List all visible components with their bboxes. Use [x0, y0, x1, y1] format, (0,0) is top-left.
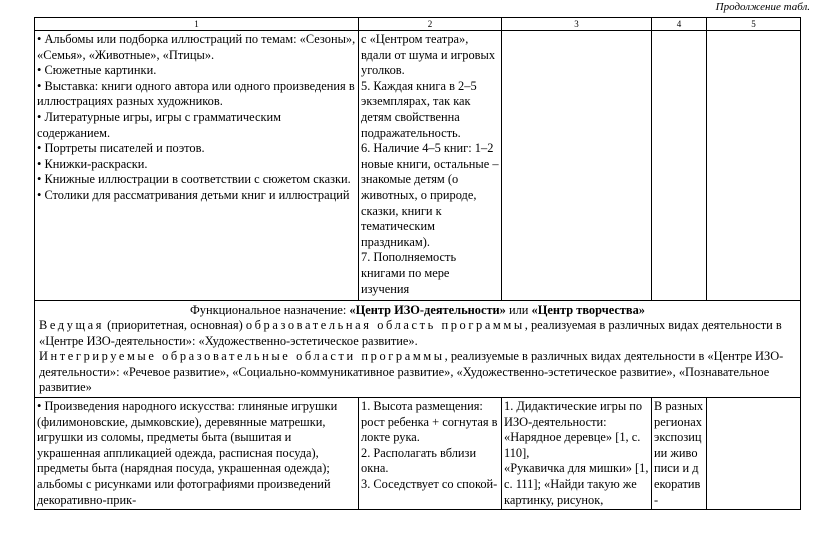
banner-or: или: [505, 303, 532, 317]
header-cell-3: 3: [502, 18, 652, 31]
header-cell-4: 4: [652, 18, 707, 31]
row1-col3-cell: [502, 31, 652, 301]
leading-rest: , реализуемая в различных видах деятельности в «Центре ИЗО-деятельности»: «Художественно-эстетическое развитие».: [39, 318, 782, 348]
functional-purpose-line: [39, 302, 796, 318]
list-item: • Литературные игры, игры с грамматическим содержанием.: [37, 110, 356, 141]
row3-col1-cell: [35, 397, 359, 509]
table-row: [35, 31, 801, 301]
row1-col2-cell: [359, 31, 502, 301]
leading-label-2: образовательная область программы: [245, 318, 525, 332]
content-table: [34, 17, 801, 510]
list-item: • Сюжетные картинки.: [37, 63, 356, 79]
integrated-label: Интегрируемые образовательные области программы: [39, 349, 445, 364]
row3-col2-cell: [359, 397, 502, 509]
list-item: • Альбомы или подборка иллюстраций по темам: «Сезоны», «Семья», «Животные», «Птицы».: [37, 32, 356, 63]
header-cell-1: 1: [35, 18, 359, 31]
leading-mid: (приоритетная, основная): [104, 318, 246, 332]
row3-col3-cell: [502, 397, 652, 509]
row3-col3-text: 1. Дидактические игры по ИЗО-деятельности: «Нарядное деревце» [1, с. 110], «Рукавичка для мишки» [1, с. 111]; «Найди такую же картинку, рисунок,: [504, 398, 649, 507]
row3-col4-cell: [652, 397, 707, 509]
list-item: • Книжные иллюстрации в соответствии с сюжетом сказки.: [37, 172, 356, 188]
row3-col5-cell: [707, 397, 801, 509]
row1-col2-text: с «Центром театра», вдали от шума и игровых уголков. 5. Каждая книга в 2–5 экземплярах, так как детям свойственна подражательность. 6. Наличие 4–5 книг: 1–2 новые книги, остальные – знакомые детям (о животных, о природе, сказки, книги к тематическим праздникам). 7. Пополняемость книгами по мере изучения: [361, 32, 499, 296]
list-item: • Столики для рассматривания детьми книг и иллюстраций: [37, 188, 356, 204]
header-cell-5: 5: [707, 18, 801, 31]
row3-col4-text: В разных регионах экспозиц ии живописи и декоратив -: [654, 398, 704, 507]
center-name-1: «Центр ИЗО-деятельности»: [349, 303, 506, 317]
row1-col4-cell: [652, 31, 707, 301]
integrated-areas-paragraph: [39, 349, 796, 396]
list-item: • Произведения народного искусства: глиняные игрушки (филимоновские, дымковские), деревянные матрешки, игрушки из соломы, предметы быта (вышитая и украшенная аппликацией одежда, расписная посуда), предметы быта (нарядная посуда, украшенная одежда); альбомы с рисунками или фотографиями произведений декоративно-прик-: [37, 399, 356, 508]
leading-label: Ведущая: [39, 318, 105, 332]
row1-col1-cell: [35, 31, 359, 301]
banner-cell: [35, 301, 801, 398]
table-row: [35, 397, 801, 509]
list-item: • Выставка: книги одного автора или одного произведения в иллюстрациях разных художников.: [37, 79, 356, 110]
row1-col5-cell: [707, 31, 801, 301]
header-cell-2: 2: [359, 18, 502, 31]
leading-area-paragraph: [39, 318, 796, 349]
center-name-2: «Центр творчества»: [531, 303, 646, 317]
list-item: • Книжки-раскраски.: [37, 157, 356, 173]
table-header-row: [35, 18, 801, 31]
banner-row: [35, 301, 801, 398]
functional-purpose-prefix: Функциональное назначение:: [189, 303, 350, 317]
list-item: • Портреты писателей и поэтов.: [37, 141, 356, 157]
integrated-rest: , реализуемые в различных видах деятельности в «Центре ИЗО-деятельности»: «Речевое развитие», «Социально-коммуникативное развитие», «Художественно-эстетическое развитие», «Познавательное развитие»: [39, 349, 784, 395]
table-continuation-caption: Продолжение табл.: [715, 1, 810, 13]
row3-col2-text: 1. Высота размещения: рост ребенка + согнутая в локте рука. 2. Располагать вблизи окна. 3. Соседствует со спокой-: [361, 398, 498, 491]
